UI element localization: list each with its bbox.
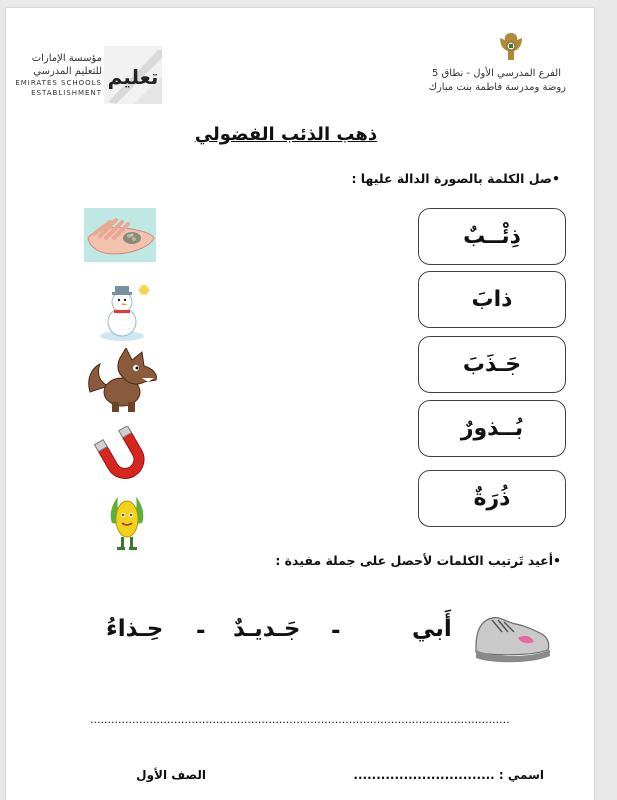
scrambled-word-1: أَبي — [412, 616, 452, 642]
word-box-5[interactable]: ذُرَةٌ — [418, 470, 566, 527]
org-name-ar-1: مؤسسة الإمارات — [31, 53, 102, 64]
grade-label: الصف الأول — [136, 768, 206, 782]
reorder-instruction: •أعيد تَرتيب الكلمات لأحصل على جملة مفيدة : — [275, 553, 561, 568]
wolf-picture[interactable] — [86, 348, 166, 414]
school-line-2: روضة ومدرسة فاطمة بنت مبارك — [428, 82, 566, 93]
word-box-3[interactable]: جَـذَبَ — [418, 336, 566, 393]
matching-instruction: •صل الكلمة بالصورة الدالة عليها : — [351, 171, 560, 186]
logo-word: تعليم — [107, 65, 159, 89]
snowman-picture[interactable] — [94, 278, 152, 342]
word-box-2[interactable]: ذابَ — [418, 271, 566, 328]
separator-2: - — [196, 618, 206, 644]
page-title: ذهب الذئب الفضولي — [194, 124, 378, 145]
org-name-en-2: ESTABLISHMENT — [31, 89, 102, 97]
school-line-1: الفرع المدرسي الأول - نطاق 5 — [431, 68, 561, 79]
worksheet-page — [6, 8, 594, 800]
org-name-ar-2: للتعليم المدرسي — [33, 66, 102, 77]
answer-line[interactable]: ........................................................................................................................ — [90, 713, 510, 726]
name-field[interactable]: اسمي : ............................... — [353, 768, 544, 782]
hand-seeds-picture[interactable] — [84, 208, 156, 262]
corn-picture[interactable] — [104, 493, 150, 551]
magnet-picture[interactable] — [92, 426, 154, 486]
word-box-1[interactable]: ذِئْــبٌ — [418, 208, 566, 265]
taleem-logo — [104, 46, 162, 104]
word-box-4[interactable]: بُــذورٌ — [418, 400, 566, 457]
uae-emblem-icon — [496, 30, 526, 64]
shoe-picture — [472, 606, 552, 666]
scrambled-word-3: حِـذاءُ — [106, 616, 164, 642]
separator-1: - — [331, 618, 341, 644]
scrambled-word-2: جَـديـدٌ — [233, 616, 301, 642]
org-name-en-1: EMIRATES SCHOOLS — [15, 79, 102, 87]
